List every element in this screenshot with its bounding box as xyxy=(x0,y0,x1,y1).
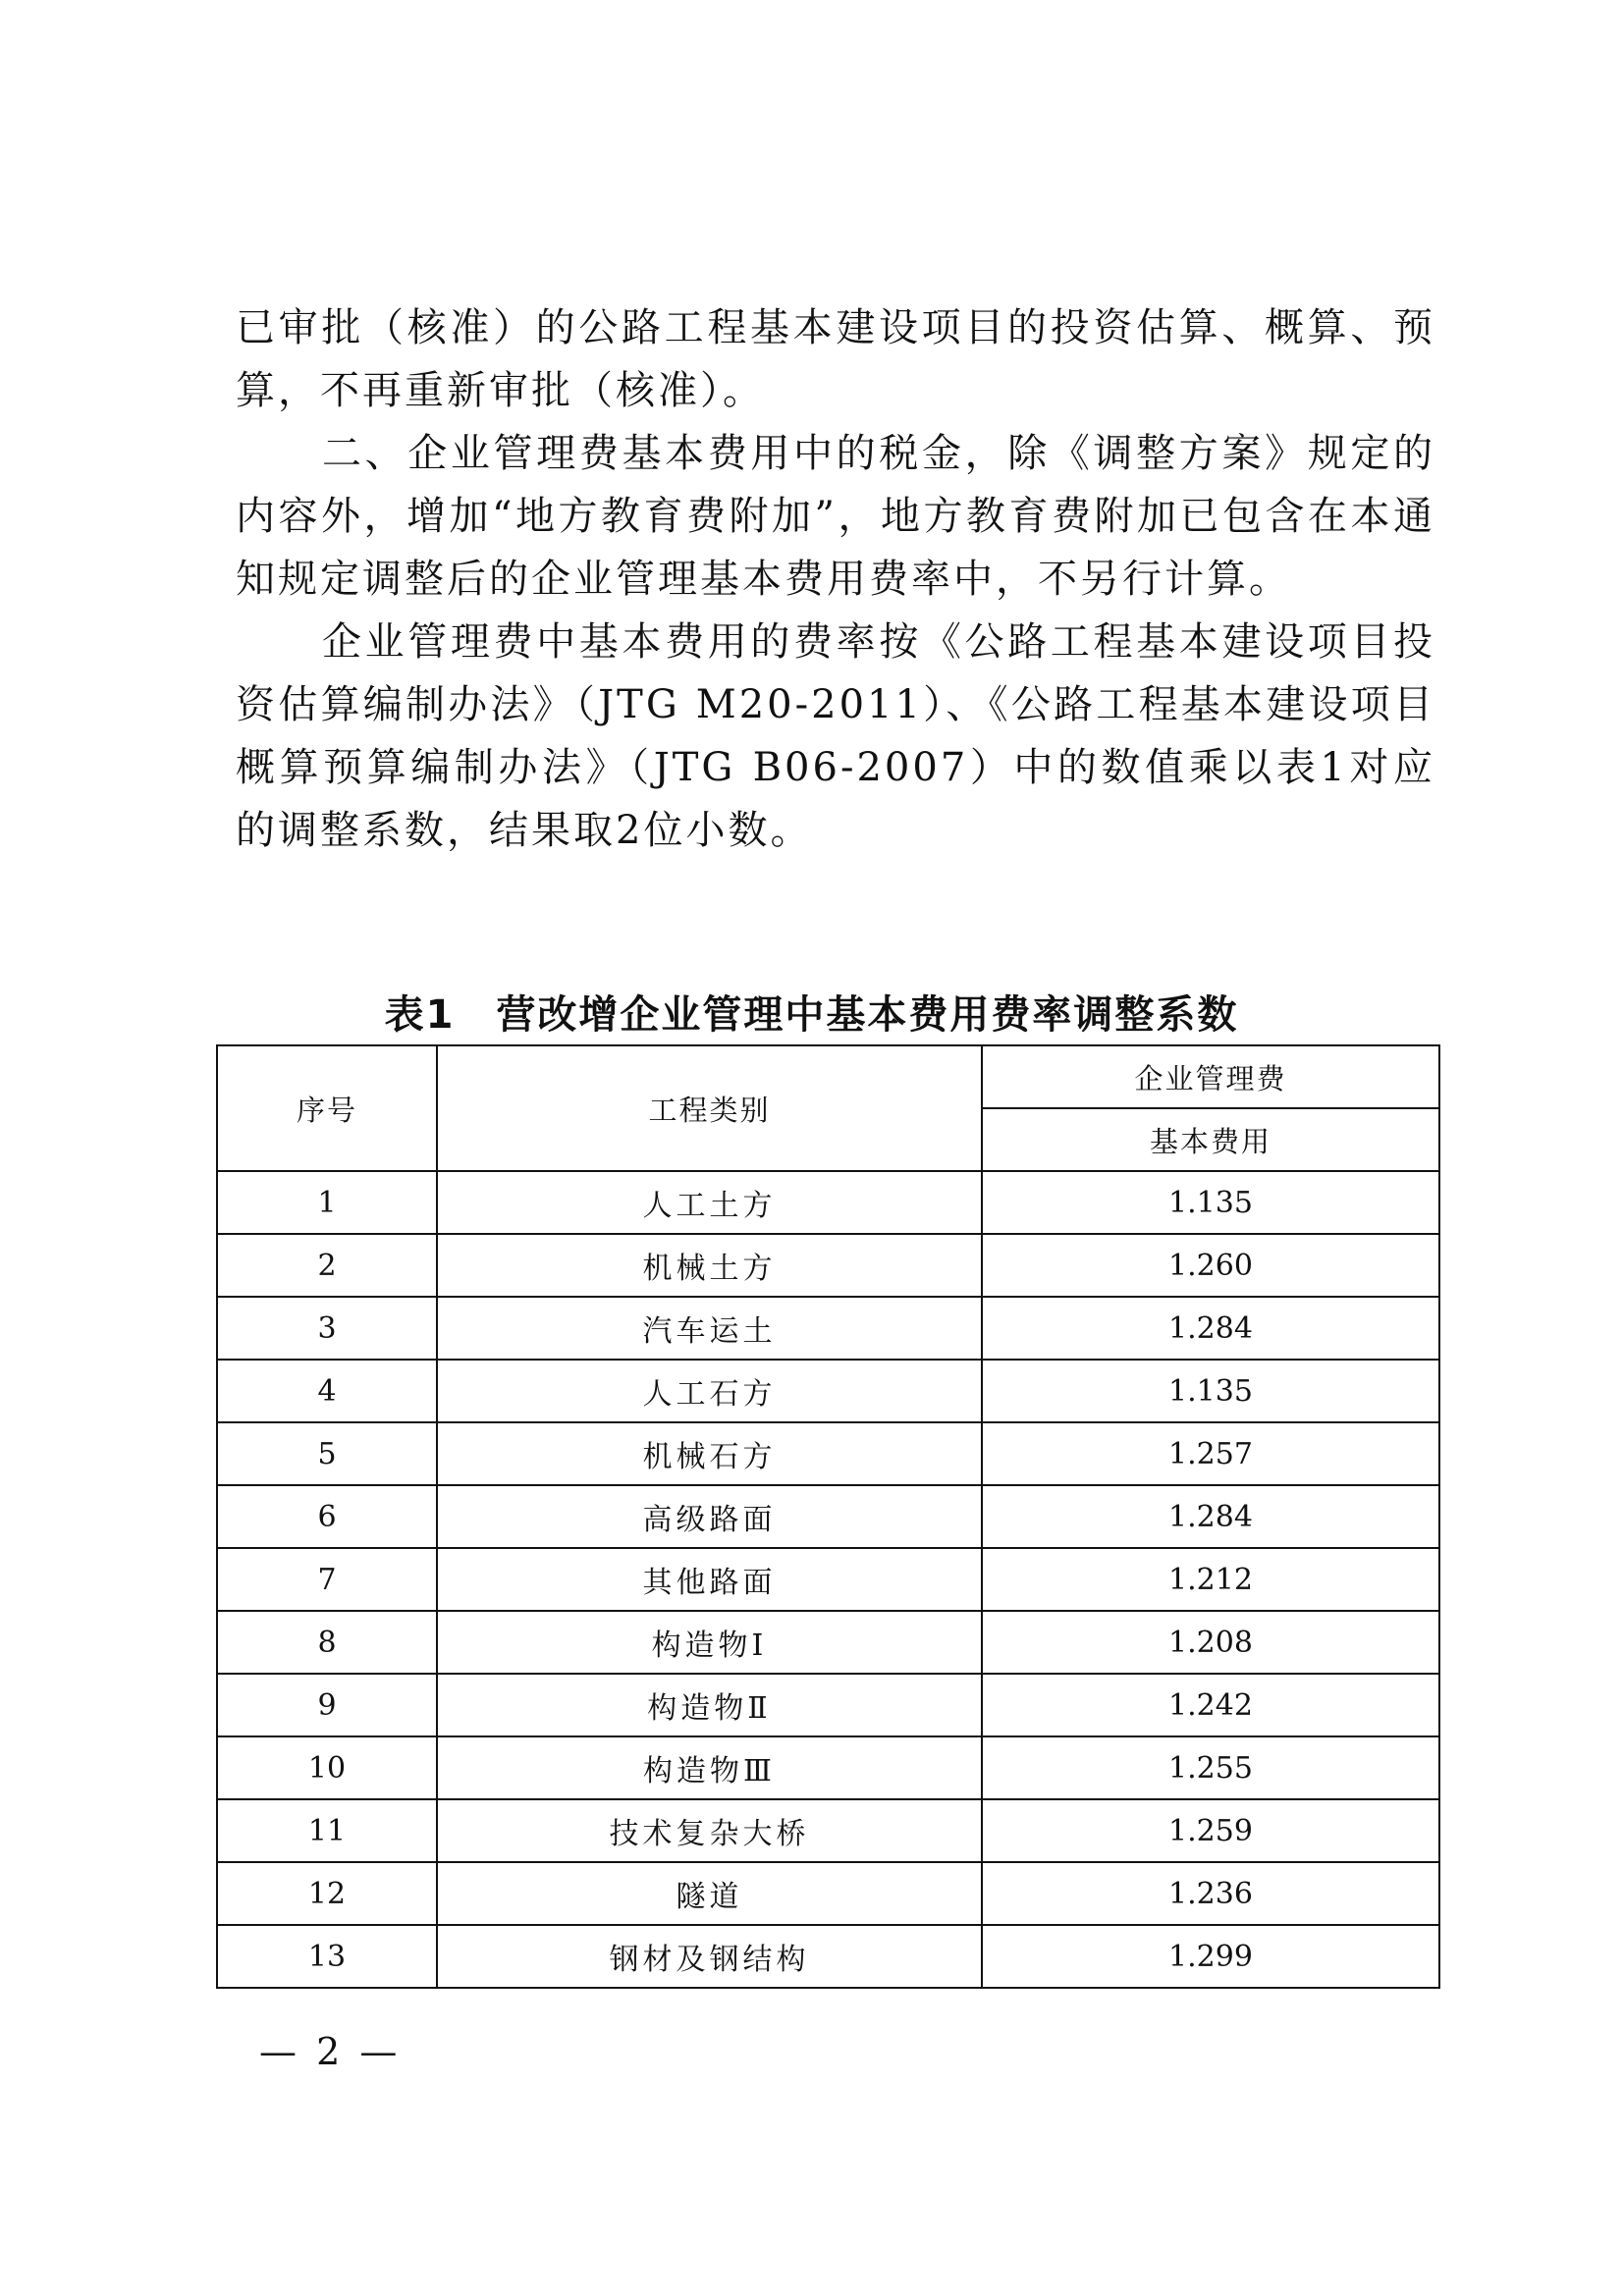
row-coefficient: 1.259 xyxy=(982,1799,1439,1862)
row-seq: 6 xyxy=(217,1485,437,1548)
row-coefficient: 1.260 xyxy=(982,1234,1439,1297)
table-row xyxy=(217,1925,1439,1988)
row-category: 人工石方 xyxy=(437,1360,982,1422)
table-row xyxy=(217,1485,1439,1548)
rate-table xyxy=(216,1044,1440,1989)
table-row xyxy=(217,1799,1439,1862)
row-seq: 4 xyxy=(217,1360,437,1422)
paragraph-1: 已审批（核准）的公路工程基本建设项目的投资估算、概算、预算，不再重新审批（核准）。 xyxy=(236,305,1435,413)
table-row xyxy=(217,1422,1439,1485)
row-coefficient: 1.255 xyxy=(982,1736,1439,1799)
row-coefficient: 1.257 xyxy=(982,1422,1439,1485)
row-category: 机械石方 xyxy=(437,1422,982,1485)
header-management-fee: 企业管理费 xyxy=(982,1045,1439,1108)
paragraph-3: 企业管理费中基本费用的费率按《公路工程基本建设项目投资估算编制办法》（JTG M20-2011）、《公路工程基本建设项目概算预算编制办法》（JTG B06-2007）中的数值乘以表1对应的调整系数，结果取2位小数。 xyxy=(236,619,1435,853)
table-title: 表1 营改增企业管理中基本费用费率调整系数 xyxy=(384,992,1239,1038)
row-category: 其他路面 xyxy=(437,1548,982,1611)
row-category: 人工土方 xyxy=(437,1171,982,1234)
row-coefficient: 1.242 xyxy=(982,1674,1439,1736)
row-category: 构造物Ⅰ xyxy=(437,1611,982,1674)
row-coefficient: 1.236 xyxy=(982,1862,1439,1925)
table-row xyxy=(217,1297,1439,1360)
paragraph-2: 二、企业管理费基本费用中的税金，除《调整方案》规定的内容外，增加“地方教育费附加”，地方教育费附加已包含在本通知规定调整后的企业管理基本费用费率中，不另行计算。 xyxy=(236,431,1435,602)
row-category: 构造物Ⅱ xyxy=(437,1674,982,1736)
table-row xyxy=(217,1736,1439,1799)
header-basic-fee: 基本费用 xyxy=(982,1108,1439,1171)
row-coefficient: 1.135 xyxy=(982,1360,1439,1422)
table-header-row xyxy=(217,1045,1439,1108)
row-category: 隧道 xyxy=(437,1862,982,1925)
table-row xyxy=(217,1674,1439,1736)
row-seq: 2 xyxy=(217,1234,437,1297)
table-row xyxy=(217,1234,1439,1297)
table-body xyxy=(217,1171,1439,1988)
body-text xyxy=(236,296,1435,862)
table-row xyxy=(217,1171,1439,1234)
row-seq: 13 xyxy=(217,1925,437,1988)
row-category: 机械土方 xyxy=(437,1234,982,1297)
row-seq: 11 xyxy=(217,1799,437,1862)
row-coefficient: 1.299 xyxy=(982,1925,1439,1988)
row-seq: 5 xyxy=(217,1422,437,1485)
row-seq: 10 xyxy=(217,1736,437,1799)
table-row xyxy=(217,1360,1439,1422)
row-coefficient: 1.284 xyxy=(982,1297,1439,1360)
row-coefficient: 1.208 xyxy=(982,1611,1439,1674)
row-category: 汽车运土 xyxy=(437,1297,982,1360)
row-category: 高级路面 xyxy=(437,1485,982,1548)
row-seq: 3 xyxy=(217,1297,437,1360)
row-category: 技术复杂大桥 xyxy=(437,1799,982,1862)
row-coefficient: 1.212 xyxy=(982,1548,1439,1611)
row-seq: 1 xyxy=(217,1171,437,1234)
table-row xyxy=(217,1862,1439,1925)
row-category: 构造物Ⅲ xyxy=(437,1736,982,1799)
page-number: — 2 — xyxy=(259,2030,402,2073)
row-seq: 9 xyxy=(217,1674,437,1736)
table-row xyxy=(217,1548,1439,1611)
header-category: 工程类别 xyxy=(437,1045,982,1171)
row-seq: 12 xyxy=(217,1862,437,1925)
row-category: 钢材及钢结构 xyxy=(437,1925,982,1988)
table-row xyxy=(217,1611,1439,1674)
row-coefficient: 1.284 xyxy=(982,1485,1439,1548)
row-seq: 8 xyxy=(217,1611,437,1674)
row-coefficient: 1.135 xyxy=(982,1171,1439,1234)
header-seq: 序号 xyxy=(217,1045,437,1171)
row-seq: 7 xyxy=(217,1548,437,1611)
